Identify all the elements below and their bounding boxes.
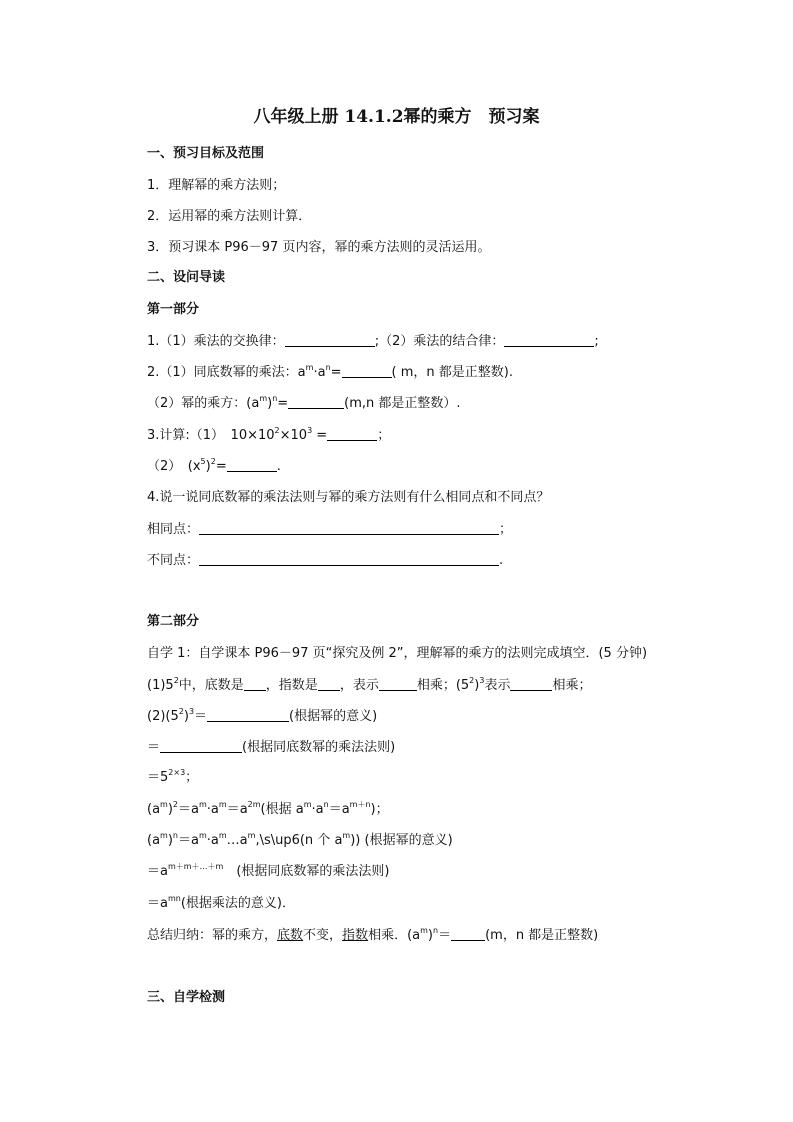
z2-c: ，指数是: [265, 678, 318, 693]
z2-b: 中，底数是: [178, 678, 244, 693]
diff-end: .: [499, 553, 504, 568]
z8-a: ＝a: [147, 864, 168, 879]
z7: ): [167, 833, 173, 848]
q3a-text: 3.计算:（1） 10×10: [147, 428, 275, 443]
q3a-eq: =: [312, 428, 328, 443]
q1-sep: ;（2）乘法的结合律：: [374, 334, 505, 349]
page-title: 八年级上册 14.1.2幂的乘方 预习案: [253, 107, 540, 127]
exp: n: [272, 394, 278, 403]
z2-a: (1)5: [147, 678, 174, 693]
exp: 3: [188, 707, 195, 716]
self-study-line-5: [147, 802, 389, 818]
exp: m: [198, 800, 207, 809]
exp: m: [218, 800, 227, 809]
question-3-2: [147, 458, 281, 475]
z3-paren: ): [183, 709, 189, 724]
z10: 不变，: [303, 928, 343, 943]
section-heading-guide: 二、设问导读: [147, 270, 226, 285]
z7: ＝a: [178, 833, 199, 848]
z6: ＝a: [226, 802, 248, 817]
q3b-eq: =: [215, 459, 227, 474]
z7: (a: [147, 833, 161, 848]
underlined-exponent: 指数: [342, 928, 369, 943]
exp: 2: [173, 676, 179, 685]
q2a-dot: ·a: [313, 365, 326, 380]
q2a-tail: ( m，n 都是正整数).: [391, 365, 513, 380]
z6: ＝a: [178, 802, 199, 817]
exp: mn: [167, 894, 181, 903]
exp: m: [305, 363, 314, 372]
blank-meaning[interactable]: [207, 708, 289, 722]
exp: 2×3: [168, 768, 186, 777]
blank-calc-2[interactable]: [227, 458, 277, 472]
goal-item-2: 2．运用幂的乘方法则计算．: [147, 209, 312, 224]
z3-tail: (根据幂的意义): [289, 709, 378, 724]
q2b-tail: (m,n 都是正整数）.: [344, 396, 461, 411]
z7: )) (根据幂的意义): [350, 833, 453, 848]
summary-line: [147, 927, 598, 944]
goal-item-3: 3．预习课本 P96－97 页内容，幂的乘方法则的灵活运用。: [147, 240, 491, 255]
z5-a: ＝5: [147, 770, 169, 785]
q2b-eq: =: [277, 396, 289, 411]
question-2-1: [147, 364, 513, 381]
self-study-line-4: [147, 770, 198, 786]
z2-h: ): [474, 678, 480, 693]
exp: n: [172, 831, 178, 840]
q3a-end: ；: [377, 428, 391, 443]
self-study-line-1: [147, 677, 591, 694]
exp: m: [160, 800, 168, 809]
diff-points-line: [147, 552, 503, 569]
z10: ): [427, 928, 433, 943]
exp: m: [198, 831, 207, 840]
question-3-1: [147, 427, 390, 444]
exp: m: [420, 926, 428, 935]
self-study-line-7: [147, 864, 390, 880]
z6: (a: [147, 802, 161, 817]
blank-represents[interactable]: [379, 677, 417, 691]
q3b-paren: ): [205, 459, 211, 474]
section-heading-selftest: 三、自学检测: [147, 990, 226, 1005]
self-study-line-2: [147, 708, 377, 725]
z3-a: (2)(5: [147, 709, 179, 724]
q3b-end: .: [276, 459, 281, 474]
exp: m＋m＋…＋m: [167, 862, 224, 871]
blank-same-points[interactable]: [199, 521, 499, 535]
q3b-text: （2） (x: [147, 459, 201, 474]
blank-associative[interactable]: [504, 333, 594, 347]
exp: n: [432, 926, 439, 935]
exp: n: [323, 800, 329, 809]
same-label: 相同点：: [147, 522, 200, 537]
blank-calc-1[interactable]: [327, 427, 377, 441]
blank-same-base[interactable]: [342, 364, 392, 378]
exp: 2: [469, 676, 475, 685]
blank-rule[interactable]: [160, 739, 242, 753]
z5-end: ；: [185, 770, 199, 785]
z7: ,\s\up6(n 个 a: [255, 833, 343, 848]
z2-f: 相乘；(5: [416, 678, 470, 693]
blank-commutative[interactable]: [285, 333, 375, 347]
exp: m: [303, 800, 312, 809]
blank-power[interactable]: [288, 395, 344, 409]
blank-represents-2[interactable]: [510, 677, 552, 691]
z2-j: 表示: [484, 678, 511, 693]
exp: 5: [200, 457, 206, 466]
same-end: ；: [499, 522, 513, 537]
q3a-x: ×10: [279, 428, 308, 443]
z3-eq: ＝: [194, 709, 208, 724]
z6: ·a: [206, 802, 219, 817]
exp: m: [218, 831, 227, 840]
part-one-heading: 第一部分: [147, 302, 200, 317]
z10: 相乘．(a: [368, 928, 421, 943]
exp: 2: [274, 426, 280, 435]
exp: m＋n: [349, 800, 371, 809]
z10: ＝: [438, 928, 452, 943]
exp: m: [259, 394, 268, 403]
z6: )；: [370, 802, 389, 817]
question-4: 4.说一说同底数幂的乘法法则与幂的乘方法则有什么相同点和不同点？: [147, 490, 550, 505]
z9-a: ＝a: [147, 896, 168, 911]
z10: 总结归纳：幂的乘方，: [147, 928, 278, 943]
section-heading-goals: 一、预习目标及范围: [147, 146, 265, 161]
z7: ·a: [206, 833, 219, 848]
z2-d: ，表示: [339, 678, 379, 693]
q2a-text: 2.（1）同底数幂的乘法：a: [147, 365, 306, 380]
self-study-line-3: [147, 739, 395, 756]
exp: m: [160, 831, 168, 840]
z6: ＝a: [328, 802, 350, 817]
question-2-2: [147, 395, 461, 412]
z10: (m，n 都是正整数): [485, 928, 599, 943]
underlined-base: 底数: [277, 928, 304, 943]
z2-k: 相乘；: [552, 678, 592, 693]
part-two-heading: 第二部分: [147, 614, 200, 629]
exp: 2: [178, 707, 184, 716]
z6: ): [167, 802, 173, 817]
goal-item-1: 1．理解幂的乘方法则；: [147, 178, 286, 193]
self-study-line-8: [147, 896, 295, 912]
z4-a: ＝: [147, 740, 161, 755]
q1-label: 1.（1）乘法的交换律：: [147, 334, 285, 349]
exp: n: [325, 363, 331, 372]
question-1: [147, 333, 599, 350]
exp: 2: [210, 457, 216, 466]
z9-tail: (根据乘法的意义)．: [180, 896, 295, 911]
blank-diff-points[interactable]: [199, 552, 499, 566]
exp: 3: [479, 676, 485, 685]
exp: 2m: [247, 800, 261, 809]
self-study-1: 自学 1：自学课本 P96－97 页“探究及例 2”，理解幂的乘方的法则完成填空．(5 分钟): [147, 646, 648, 661]
z8-tail: (根据同底数幂的乘法法则): [223, 864, 390, 879]
z6: (根据 a: [260, 802, 304, 817]
exp: m: [342, 831, 351, 840]
exp: m: [247, 831, 256, 840]
q2b-text: （2）幂的乘方：(a: [147, 396, 260, 411]
z6: ·a: [311, 802, 324, 817]
z4-tail: (根据同底数幂的乘法法则): [242, 740, 396, 755]
same-points-line: [147, 521, 512, 538]
blank-exponent[interactable]: [318, 677, 340, 691]
exp: 2: [172, 800, 179, 809]
z7: …a: [226, 833, 248, 848]
blank-base[interactable]: [244, 677, 266, 691]
q1-end: ;: [594, 334, 599, 349]
exp: 3: [307, 426, 313, 435]
q2a-eq: =: [330, 365, 342, 380]
diff-label: 不同点：: [147, 553, 200, 568]
q2b-paren: ): [267, 396, 273, 411]
self-study-line-6: [147, 833, 453, 849]
blank-summary[interactable]: [451, 927, 485, 941]
